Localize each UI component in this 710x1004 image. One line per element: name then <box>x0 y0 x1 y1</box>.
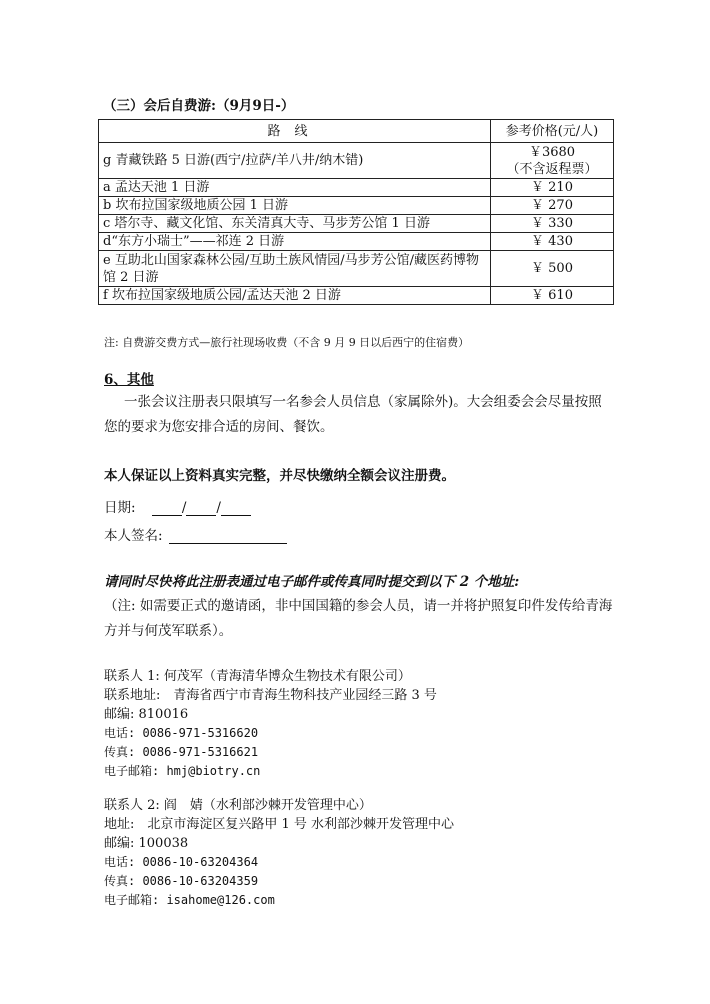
tour-price-table <box>98 119 614 305</box>
invitation-note: （注: 如需要正式的邀请函，非中国国籍的参会人员，请一并将护照复印件发传给青海方并与何茂军联系）。 <box>104 598 613 639</box>
signature-field[interactable] <box>169 529 287 544</box>
price-column-header: 参考价格(元/人) <box>491 120 614 143</box>
contact-fax: 传真: 0086-971-5316621 <box>104 745 259 759</box>
guarantee-statement: 本人保证以上资料真实完整，并尽快缴纳全额会议注册费。 <box>104 468 455 484</box>
table-row <box>99 287 614 305</box>
date-row <box>104 496 251 516</box>
price-cell: ￥ 210 <box>491 179 614 197</box>
date-month-field[interactable] <box>186 501 216 516</box>
table-row <box>99 179 614 197</box>
route-cell: g 青藏铁路 5 日游(西宁/拉萨/羊八井/纳木错) <box>99 143 491 179</box>
price-cell <box>491 143 614 179</box>
date-label: 日期: <box>104 500 136 516</box>
price-cell: ￥ 610 <box>491 287 614 305</box>
date-separator: / <box>181 500 187 516</box>
table-row <box>99 143 614 179</box>
contact-postcode: 邮编: 100038 <box>104 836 189 851</box>
tour-payment-note: 注: 自费游交费方式—旅行社现场收费（不含 9 月 9 日以后西宁的住宿费） <box>104 336 470 349</box>
table-row <box>99 251 614 287</box>
contact-address: 地址: 北京市海淀区复兴路甲 1 号 水利部沙棘开发管理中心 <box>104 817 455 832</box>
contact-postcode: 邮编: 810016 <box>104 707 189 722</box>
date-day-field[interactable] <box>221 501 251 516</box>
route-cell: c 塔尔寺、藏文化馆、东关清真大寺、马步芳公馆 1 日游 <box>99 215 491 233</box>
contact-fax: 传真: 0086-10-63204359 <box>104 874 259 888</box>
contact-phone: 电话: 0086-971-5316620 <box>104 726 259 740</box>
post-conference-tour-title: （三）会后自费游:（9月9日-） <box>103 98 295 114</box>
route-cell: e 互助北山国家森林公园/互助土族风情园/马步芳公馆/藏医药博物馆 2 日游 <box>99 251 491 287</box>
price-note: （不含返程票） <box>506 161 598 177</box>
date-separator: / <box>216 500 221 516</box>
price-value: ￥3680 <box>528 144 576 160</box>
contact-person: 联系人 1: 何茂军（青海清华博众生物技术有限公司） <box>104 669 411 684</box>
table-row <box>99 197 614 215</box>
contact-person: 联系人 2: 阎 婧（水利部沙棘开发管理中心） <box>104 798 372 813</box>
submission-instruction: 请同时尽快将此注册表通过电子邮件或传真同时提交到以下 2 个地址: <box>104 574 520 590</box>
contact-phone: 电话: 0086-10-63204364 <box>104 855 259 869</box>
contact-address: 联系地址: 青海省西宁市青海生物科技产业园经三路 3 号 <box>104 688 437 703</box>
date-year-field[interactable] <box>152 501 182 516</box>
price-cell: ￥ 270 <box>491 197 614 215</box>
other-section-paragraph: 一张会议注册表只限填写一名参会人员信息（家属除外)。大会组委会会尽量按照您的要求为您安排合适的房间、餐饮。 <box>104 394 602 435</box>
table-header-row <box>99 120 614 143</box>
signature-label: 本人签名: <box>104 528 163 544</box>
route-cell: f 坎布拉国家级地质公园/孟达天池 2 日游 <box>99 287 491 305</box>
route-cell: b 坎布拉国家级地质公园 1 日游 <box>99 197 491 215</box>
contact-block-2 <box>104 796 454 910</box>
route-cell: a 孟达天池 1 日游 <box>99 179 491 197</box>
price-cell: ￥ 430 <box>491 233 614 251</box>
route-cell: d“东方小瑞士”——祁连 2 日游 <box>99 233 491 251</box>
contact-block-1 <box>104 667 437 781</box>
route-column-header: 路线 <box>99 120 491 143</box>
signature-row <box>104 524 287 544</box>
table-row <box>99 233 614 251</box>
contact-email[interactable]: 电子邮箱: hmj@biotry.cn <box>104 764 261 778</box>
price-cell: ￥ 330 <box>491 215 614 233</box>
other-section-title: 6、其他 <box>104 372 154 388</box>
price-cell: ￥ 500 <box>491 251 614 287</box>
contact-email[interactable]: 电子邮箱: isahome@126.com <box>104 893 275 907</box>
table-row <box>99 215 614 233</box>
